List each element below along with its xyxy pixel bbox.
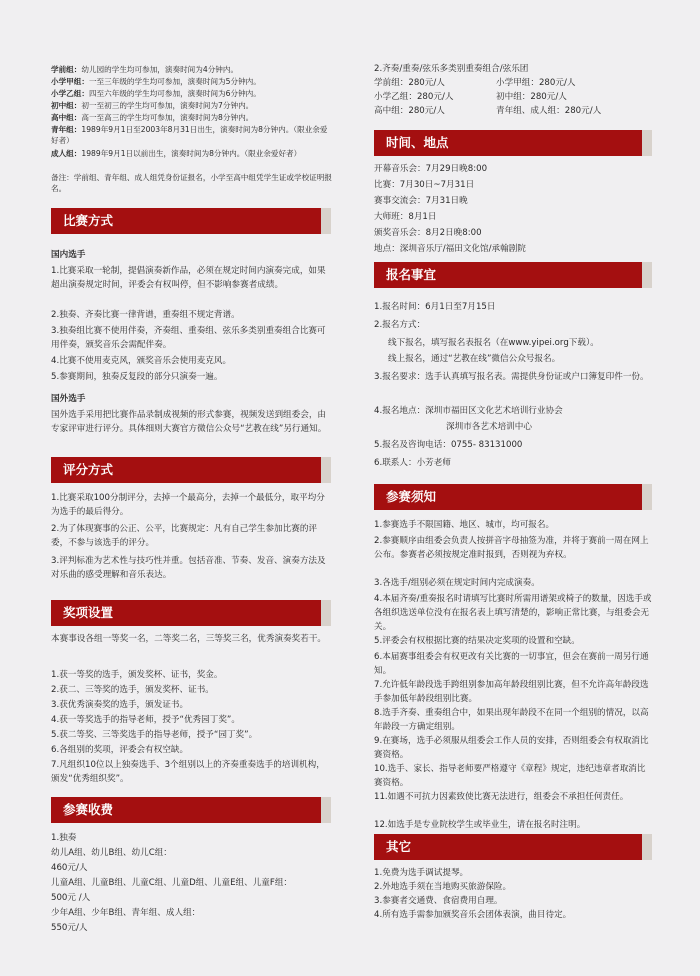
venue-line: 地点：深圳音乐厅/福田文化馆/承翰剧院 [374, 244, 526, 254]
registration-online: 线上报名，通过“艺教在线”微信公众号报名。 [388, 354, 561, 364]
fees-line-7: 550元/人 [51, 923, 88, 933]
section-title: 参赛收费 [63, 802, 114, 817]
format-line-3: 3.独奏组比赛不使用伴奏，齐奏组、重奏组、弦乐多类别重奏组合比赛可用伴奏，颁奖音乐会需配伴奏。 [51, 326, 326, 350]
format-line-4: 4.比赛不使用麦克风，颁奖音乐会使用麦克风。 [51, 356, 232, 366]
fees-line-1: 1.独奏 [51, 833, 77, 843]
notes-item-6: 6.本届赛事组委会有权更改有关比赛的一切事宜，但会在赛前一周另行通知。 [374, 652, 649, 676]
header-tab [642, 484, 652, 510]
fees-line-2: 幼儿A组、幼儿B组、幼儿C组： [51, 848, 172, 858]
registration-place-2: 深圳市各艺术培训中心 [446, 422, 532, 432]
section-title: 参赛须知 [386, 489, 437, 504]
time-line-1: 开幕音乐会：7月29日晚8:00 [374, 164, 488, 174]
awards-line-6: 6.各组别的奖项，评委会有权空缺。 [51, 745, 189, 755]
notes-item-7: 7.允许低年龄段选手跨组别参加高年龄段组别比赛，但不允许高年龄段选手参加低年龄段组别比赛。 [374, 680, 649, 704]
fees-line-3: 460元/人 [51, 863, 88, 873]
notes-item-11: 11.如遇不可抗力因素致使比赛无法进行，组委会不承担任何责任。 [374, 792, 629, 802]
group-row-preschool: 学前组：幼儿园的学生均可参加，演奏时间为4分钟内。 [51, 65, 239, 74]
fees-line-4: 儿童A组、儿童B组、儿童C组、儿童D组、儿童E组、儿童F组： [51, 878, 293, 888]
registration-method: 2.报名方式： [374, 320, 426, 330]
format-line-1: 1.比赛采取一轮制，提倡演奏新作品，必须在规定时间内演奏完成，如果超出演奏规定时间，评委会有权叫停，但不影响参赛者成绩。 [51, 266, 326, 290]
ensemble-fee-cell: 小学甲组：280元/人 [496, 78, 576, 88]
registration-time: 1.报名时间：6月1日至7月15日 [374, 302, 496, 312]
foreign-title: 国外选手 [51, 394, 86, 404]
format-line-5: 5.参赛期间，独奏反复段的部分只演奏一遍。 [51, 372, 223, 382]
others-item-4: 4.所有选手需参加颁奖音乐会团体表演，曲目待定。 [374, 910, 572, 920]
section-header-scoring [51, 457, 331, 483]
section-header-time-place [374, 130, 652, 156]
registration-offline: 线下报名，填写报名表报名（在www.yipei.org下载）。 [388, 338, 599, 348]
awards-line-3: 3.获优秀演奏奖的选手，颁发证书。 [51, 700, 189, 710]
awards-line-4: 4.获一等奖选手的指导老师，授予“优秀园丁奖”。 [51, 715, 240, 725]
group-note: 备注：学前组、青年组、成人组凭身份证报名，小学至高中组凭学生证或学校证明报名。 [51, 173, 332, 193]
registration-place: 4.报名地点：深圳市福田区文化艺术培训行业协会 [374, 406, 563, 416]
others-item-3: 3.参赛者交通费、食宿费用自理。 [374, 896, 503, 906]
header-tab [321, 457, 331, 483]
registration-requirement: 3.报名要求：选手认真填写报名表。需提供身份证或户口簿复印件一份。 [374, 372, 649, 382]
time-line-3: 赛事交流会：7月31日晚 [374, 196, 468, 206]
header-tab [642, 834, 652, 860]
section-header-fees [51, 797, 331, 823]
ensemble-fee-cell: 高中组：280元/人 [374, 106, 445, 116]
ensemble-fee-cell: 学前组：280元/人 [374, 78, 445, 88]
registration-phone: 5.报名及咨询电话：0755- 83131000 [374, 440, 523, 450]
section-header-others [374, 834, 652, 860]
awards-line-7: 7.凡组织10位以上独奏选手、3个组别以上的齐奏重奏选手的培训机构，颁发“优秀组织奖”。 [51, 760, 325, 784]
group-row-junior: 初中组：初一至初三的学生均可参加，演奏时间为7分钟内。 [51, 101, 254, 110]
time-line-4: 大师班：8月1日 [374, 212, 437, 222]
header-tab [642, 130, 652, 156]
registration-contact: 6.联系人：小芳老师 [374, 458, 451, 468]
section-title: 评分方式 [63, 462, 114, 477]
section-header-format [51, 208, 331, 234]
header-tab [321, 208, 331, 234]
group-row-senior: 高中组：高一至高三的学生均可参加，演奏时间为8分钟内。 [51, 113, 254, 122]
section-title: 报名事宜 [386, 267, 437, 282]
fees-line-5: 500元 /人 [51, 893, 91, 903]
group-row-primary-b: 小学乙组：四至六年级的学生均可参加，演奏时间为6分钟内。 [51, 89, 261, 98]
section-header-registration [374, 262, 652, 288]
others-item-2: 2.外地选手须在当地购买旅游保险。 [374, 882, 512, 892]
awards-line-1: 1.获一等奖的选手，颁发奖杯、证书，奖金。 [51, 670, 223, 680]
section-header-notes [374, 484, 652, 510]
time-line-5: 颁奖音乐会：8月2日晚8:00 [374, 228, 482, 238]
time-line-2: 比赛：7月30日~7月31日 [374, 180, 475, 190]
foreign-text: 国外选手采用把比赛作品录制成视频的形式参赛，视频发送到组委会，由专家评审进行评分。具体细则大赛官方微信公众号“艺教在线”另行通知。 [51, 410, 327, 434]
section-title: 时间、地点 [386, 135, 449, 150]
awards-intro: 本赛事设各组一等奖一名，二等奖二名，三等奖三名，优秀演奏奖若干。 [51, 634, 327, 644]
notes-item-2: 2.参赛顺序由组委会负责人按拼音字母抽签为准，并将于赛前一周在网上公布。参赛者必须按规定准时报到，否则视为弃权。 [374, 536, 649, 560]
section-title: 其它 [386, 839, 412, 854]
notes-item-4: 4.本届齐奏/重奏报名时请填写比赛时所需用谱架或椅子的数量，因选手或各组织选送单位没有在报名表上填写清楚的，影响正常比赛，与组委会无关。 [374, 594, 652, 632]
header-tab [642, 262, 652, 288]
scoring-line-1: 1.比赛采取100分制评分，去掉一个最高分，去掉一个最低分，取平均分为选手的最后得分。 [51, 493, 325, 517]
scoring-line-2: 2.为了体现赛事的公正、公平，比赛规定：凡有自己学生参加比赛的评委，不参与该选手的评分。 [51, 524, 318, 548]
notes-item-9: 9.在赛场，选手必须服从组委会工作人员的安排，否则组委会有权取消比赛资格。 [374, 736, 649, 760]
ensemble-fee-heading: 2.齐奏/重奏/弦乐多类别重奏组合/弦乐团 [374, 64, 529, 74]
format-line-2: 2.独奏、齐奏比赛一律背谱，重奏组不规定背谱。 [51, 310, 240, 320]
others-item-1: 1.免费为选手调试提琴。 [374, 868, 469, 878]
fees-line-6: 少年A组、少年B组、青年组、成人组： [51, 908, 201, 918]
group-row-primary-a: 小学甲组：一至三年级的学生均可参加，演奏时间为5分钟内。 [51, 77, 261, 86]
awards-line-2: 2.获二、三等奖的选手，颁发奖杯、证书。 [51, 685, 214, 695]
group-row-adult: 成人组：1989年9月1日以前出生，演奏时间为8分钟内。（限业余爱好者） [51, 149, 302, 158]
header-tab [321, 797, 331, 823]
scoring-line-3: 3.评判标准为艺术性与技巧性并重。包括音准、节奏、发音、演奏方法及对乐曲的感受理解和音乐表达。 [51, 556, 326, 580]
ensemble-fee-cell: 小学乙组：280元/人 [374, 92, 454, 102]
notes-item-12: 12.如选手是专业院校学生或毕业生，请在报名时注明。 [374, 820, 586, 830]
section-title: 奖项设置 [63, 605, 114, 620]
notes-item-8: 8.选手齐奏、重奏组合中，如果出现年龄段不在同一个组别的情况，以高年龄段一方确定组别。 [374, 708, 649, 732]
notes-item-3: 3.各选手/组别必须在规定时间内完成演奏。 [374, 578, 540, 588]
ensemble-fee-cell: 青年组、成人组：280元/人 [496, 106, 602, 116]
ensemble-fee-cell: 初中组：280元/人 [496, 92, 567, 102]
notes-item-10: 10.选手、家长、指导老师要严格遵守《章程》规定，违纪违章者取消比赛资格。 [374, 764, 646, 788]
domestic-title: 国内选手 [51, 250, 86, 260]
header-tab [321, 600, 331, 626]
awards-line-5: 5.获二等奖、三等奖选手的指导老师，授予“园丁奖”。 [51, 730, 258, 740]
notes-item-1: 1.参赛选手不限国籍、地区、城市，均可报名。 [374, 520, 555, 530]
section-header-awards [51, 600, 331, 626]
section-title: 比赛方式 [63, 213, 114, 228]
notes-item-5: 5.评委会有权根据比赛的结果决定奖项的设置和空缺。 [374, 636, 580, 646]
group-row-youth: 青年组：1989年9月1日至2003年8月31日出生，演奏时间为8分钟内。（限业余爱好者） [51, 125, 328, 145]
